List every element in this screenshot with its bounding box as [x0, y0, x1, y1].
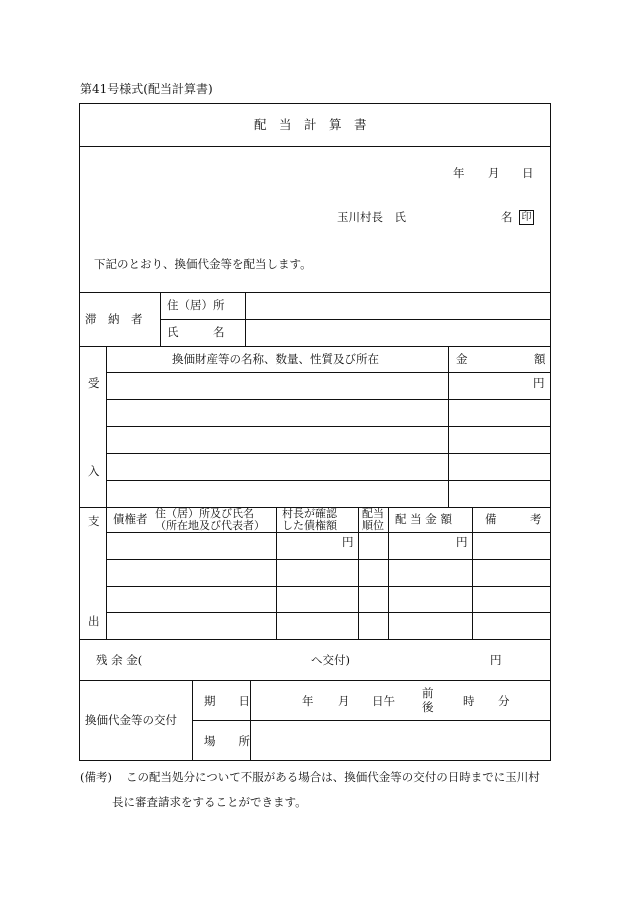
receipts-label-bottom: 入	[88, 464, 100, 478]
property-column-header: 換価財産等の名称、数量、性質及び所在	[172, 352, 379, 366]
address-name-header-1: 住（居）所及び氏名	[155, 507, 254, 520]
delivery-day-label: 日午	[372, 694, 395, 708]
balance-label: 残 余 金(	[96, 653, 143, 667]
date-month-label: 月	[488, 166, 500, 180]
creditor-header: 債権者	[113, 512, 148, 526]
receipts-yen-unit: 円	[533, 376, 545, 390]
date-year-label: 年	[453, 166, 465, 180]
confirmed-claim-header-2: した債権額	[282, 519, 337, 532]
confirmed-yen-unit: 円	[342, 535, 354, 549]
delinquent-label: 滞 納 者	[85, 312, 143, 326]
confirmed-claim-header-1: 村長が確認	[282, 507, 337, 520]
addressee-name: 玉川村長 氏	[337, 210, 406, 224]
delivery-date-label: 期 日	[204, 694, 250, 708]
dividend-yen-unit: 円	[456, 535, 468, 549]
delivery-label: 換価代金等の交付	[85, 713, 177, 727]
address-name-header-2: （所在地及び代表者）	[155, 519, 265, 532]
document-title: 配 当 計 算 書	[254, 117, 367, 132]
rank-header-1: 配当	[362, 507, 384, 520]
addressee-name-suffix: 名	[501, 210, 513, 224]
seal-box: 印	[519, 210, 534, 225]
remarks-header-left: 備	[485, 512, 497, 526]
delivery-pm-label: 後	[422, 700, 434, 714]
intro-text: 下記のとおり、換価代金等を配当します。	[94, 257, 312, 271]
receipts-label-top: 受	[88, 376, 100, 390]
name-label: 氏 名	[167, 325, 225, 339]
balance-delivery-text: へ交付)	[311, 653, 350, 667]
dividend-header: 配 当 金 額	[395, 512, 452, 526]
delivery-am-label: 前	[422, 686, 434, 700]
amount-header-right: 額	[534, 352, 546, 366]
amount-header-left: 金	[456, 352, 468, 366]
address-label: 住（居）所	[167, 298, 225, 312]
form-number: 第41号様式(配当計算書)	[80, 82, 213, 96]
notes-label: (備考)	[80, 770, 112, 784]
payments-label-bottom: 出	[88, 614, 100, 628]
date-day-label: 日	[522, 166, 534, 180]
delivery-hour-label: 時	[463, 694, 475, 708]
delivery-minute-label: 分	[498, 694, 510, 708]
notes-line-2: 長に審査請求をすることができます。	[112, 795, 307, 809]
rank-header-2: 順位	[362, 519, 384, 532]
delivery-month-label: 月	[338, 694, 350, 708]
payments-label-top: 支	[88, 514, 100, 528]
seal-mark	[519, 210, 534, 225]
balance-yen-unit: 円	[490, 653, 502, 667]
notes-line-1: この配当処分について不服がある場合は、換価代金等の交付の日時までに玉川村	[126, 770, 540, 784]
remarks-header-right: 考	[530, 512, 542, 526]
delivery-place-label: 場 所	[204, 734, 250, 748]
delivery-year-label: 年	[302, 694, 314, 708]
